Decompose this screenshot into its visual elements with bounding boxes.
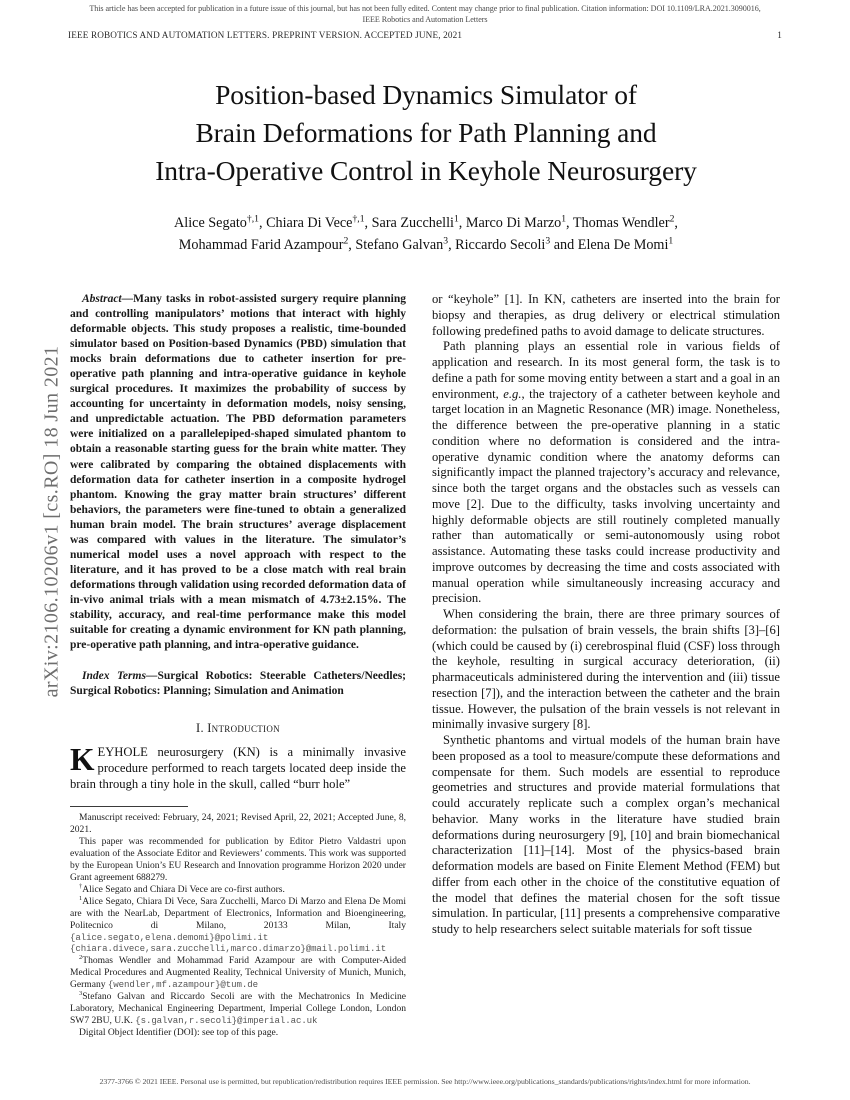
acceptance-banner-line2: IEEE Robotics and Automation Letters <box>362 14 488 24</box>
index-terms-label: Index Terms— <box>82 670 158 683</box>
author-line-1: Alice Segato$^{\dagger,1}$, Chiara Di Vece$^{\dagger,1}$, Sara Zucchelli$^1$, Marco Di Marzo$^1$, Thomas Wendler$^2$, <box>174 213 678 231</box>
author-affil-marker: 3 <box>443 235 449 247</box>
footnote-marker-2: 2 <box>79 954 83 962</box>
footnote-email-2: {wendler,mf.azampour}@tum.de <box>107 979 258 991</box>
footnote-affiliation-1-text: Alice Segato, Chiara Di Vece, Sara Zucchelli, Marco Di Marzo and Elena De Momi are with the NearLab, Department of Electronics, Information and Bioengineering, Politecnico di Milano, 20133 Milan, Italy <box>70 895 406 931</box>
footnote-email-1b: {chiara.divece, <box>70 943 151 955</box>
title-line-3: Intra-Operative Control in Keyhole Neurosurgery <box>155 155 697 186</box>
right-paragraph-2b: , the trajectory of a catheter between keyhole and target location in an Magnetic Resonance (MR) image. Nonetheless, the difference between the pre-operative planning in a static condition where no deformation is considered and the intra-operative dynamic condition where the anatomy deforms can significantly impact the planned trajectory’s accuracy and relevance, since both the target organs and the obstacles such as vessels can move [2]. Due to the difficulty, tasks involving uncertainty and highly deformable objects are still routinely completed manually rather than automatically or semi-autonomously using robot assistance. Automating these tasks could increase productivity and improve outcomes by decreasing the time and costs associated with manual operation while simultaneously increasing accuracy and precision. <box>432 386 780 606</box>
footnote-manuscript-dates: Manuscript received: February, 24, 2021; Revised April, 22, 2021; Accepted June, 8, 2021. <box>70 812 406 836</box>
right-paragraph-3: When considering the brain, there are three primary sources of deformation: the pulsation of brain vessels, the brain shifts [3]–[6] (which could be caused by (i) cerebrospinal fluid (CSF) loss through the keyhole, resulting in surgical accuracy deterioration, (ii) pharmaceuticals administered during the intervention and (iii) tissue resection [7]), and the interaction between the catheter and the brain tissue. However, the pulsation of the brain vessels is not relevant in minimally invasive surgery [8]. <box>432 607 780 732</box>
author-affil-marker: †,1 <box>246 213 259 225</box>
intro-smallcaps-word: EYHOLE <box>97 745 148 760</box>
footnote-affiliation-2 <box>70 955 406 991</box>
author-affil-marker: 2 <box>669 213 675 225</box>
footnote-affiliation-3 <box>70 991 406 1027</box>
author-list <box>70 212 782 256</box>
acceptance-banner-line1: This article has been accepted for publication in a future issue of this journal, but has not been fully edited. Content may change prior to final publication. Citation information: DOI 10.1109/LRA.2021.3090016, <box>89 4 761 13</box>
footnote-email-3a: {s.galvan, <box>135 1014 189 1026</box>
abstract-paragraph <box>70 292 406 653</box>
arxiv-stamp: arXiv:2106.10206v1 [cs.RO] 18 Jun 2021 <box>40 345 63 698</box>
footnote-marker-dagger: † <box>79 882 83 890</box>
author-affil-marker: 1 <box>668 235 674 247</box>
intro-first-paragraph <box>70 742 406 792</box>
title-line-2: Brain Deformations for Path Planning and <box>195 117 657 148</box>
footnote-dagger <box>70 884 406 896</box>
abstract-text: Many tasks in robot-assisted surgery require planning and controlling manipulators’ motions that interact with highly deformable objects. This study proposes a realistic, time-bounded simulator based on Position-based Dynamics (PBD) simulation that mocks brain deformations due to catheter insertion for pre-operative path planning and intra-operative guidance in keyhole surgical procedures. It maximizes the probability of success by accounting for uncertainty in deformation models, noisy sensing, and unpredictable actuation. The PBD deformation parameters were initialized on a parallelepiped-shaped simulated phantom to obtain a reasonable starting guess for the brain white matter. They were calibrated by comparing the obtained displacements with deformation data for catheter insertion in a composite hydrogel phantom. Knowing the gray matter brain structures’ different behaviors, the parameters were fine-tuned to obtain a generalized human brain model. The brain structures’ average displacement was compared with values in the literature. The simulator’s numerical model uses a novel approach with respect to the literature, and it has proved to be a close match with real brain deformations through validation using recorded deformation data of in-vivo animal trials with a mean mismatch of 4.73±2.15%. The stability, accuracy, and real-time performance make this model suitable for creating a dynamic environment for KN path planning, pre-operative path planning, and intra-operative guidance. <box>70 293 406 652</box>
right-paragraph-2-eg: e.g. <box>503 386 522 401</box>
author-affil-marker: 2 <box>343 235 349 247</box>
footnote-marker-1: 1 <box>79 894 83 902</box>
footnote-dagger-text: Alice Segato and Chiara Di Vece are co-first authors. <box>82 883 285 895</box>
page-title <box>70 76 782 190</box>
footnote-marker-3: 3 <box>79 989 83 997</box>
left-column <box>70 292 406 1039</box>
footnote-email-1c: sara.zucchelli,marco.dimarzo}@mail.polimi.it <box>150 943 387 955</box>
abstract-label: Abstract— <box>82 293 134 305</box>
footnote-email-1a: {alice.segato,elena.demomi}@polimi.it <box>70 931 269 943</box>
intro-first-paragraph-text: neurosurgery (KN) is a minimally invasive procedure performed to reach targets located deep inside the brain through a tiny hole in the skull, called “burr hole” <box>70 745 406 791</box>
footnote-recommendation: This paper was recommended for publication by Editor Pietro Valdastri upon evaluation of the Associate Editor and Reviewers’ comments. This work was supported by the European Union’s EU Research and Innovation programme Horizon 2020 under Grant agreement 688279. <box>70 836 406 883</box>
right-paragraph-4: Synthetic phantoms and virtual models of the human brain have been proposed as a tool to measure/compute these deformations and compensate for them. Such models are essential to reproduce geometries and structures and provide material formulations that could accurately replicate such a complex organ’s mechanical behavior. Many works in the literature have studied brain deformations during neurosurgery [9], [10] and brain biomechanical characterization [11]–[14]. Most of the physics-based brain deformation models are based on Finite Element Method (FEM) but differ from each other in the choice of the constitutive equation of the model that defines the material chosen for the soft tissue simulation. In particular, [11] presents a comprehensive comparative study to help researchers select suitable materials for soft tissue <box>432 733 780 936</box>
acceptance-banner <box>8 4 842 25</box>
author-affil-marker: 1 <box>561 213 567 225</box>
page-number: 1 <box>777 30 782 40</box>
footnote-block <box>70 812 406 1038</box>
footnote-rule <box>70 806 188 807</box>
index-terms-paragraph <box>70 669 406 699</box>
author-affil-marker: 3 <box>545 235 551 247</box>
section-heading-introduction: I. Introduction <box>196 721 280 736</box>
running-head <box>68 30 782 40</box>
footnote-affiliation-1 <box>70 896 406 956</box>
footnote-doi-note: Digital Object Identifier (DOI): see top of this page. <box>79 1026 279 1038</box>
footnote-affiliation-3-text: Stefano Galvan and Riccardo Secoli are with the Mechatronics In Medicine Laboratory, Mechanical Engineering Department, Imperial College London, London SW7 2BU, U.K. <box>70 991 406 1026</box>
footer-copyright: 2377-3766 © 2021 IEEE. Personal use is permitted, but republication/redistribution requires IEEE permission. See http://www.ieee.org/publications_standards/publications/rights/index.html for more information. <box>99 1077 751 1086</box>
footnote-email-3b: r.secoli}@imperial.ac.uk <box>188 1014 318 1026</box>
drop-cap-letter: K <box>70 742 95 778</box>
index-terms-text: Surgical Robotics: Steerable Catheters/Needles; Surgical Robotics: Planning; Simulation and Animation <box>70 670 406 698</box>
right-paragraph-2a: Path planning plays an essential role in various fields of application and research. In its most general form, the task is to define a path for some moving entity between a start and a goal in an environment, <box>432 339 780 401</box>
author-line-2: Mohammad Farid Azampour$^2$, Stefano Galvan$^3$, Riccardo Secoli$^3$ and Elena De Momi$^1$ <box>178 235 674 253</box>
footnote-affiliation-2-text: Thomas Wendler and Mohammad Farid Azampour are with Computer-Aided Medical Procedures and Augmented Reality, Technical University of Munich, Munich, Germany <box>70 955 406 991</box>
author-affil-marker: 1 <box>453 213 459 225</box>
right-column <box>432 292 780 938</box>
title-line-1: Position-based Dynamics Simulator of <box>215 79 637 110</box>
running-head-title: IEEE ROBOTICS AND AUTOMATION LETTERS. PREPRINT VERSION. ACCEPTED JUNE, 2021 <box>68 30 463 40</box>
right-paragraph-1: or “keyhole” [1]. In KN, catheters are inserted into the brain for biopsy and therapies, as drug delivery or electrical stimulation following predefined paths to avoid damage to delicate structures. <box>432 292 780 338</box>
right-paragraph-2 <box>432 339 780 607</box>
author-affil-marker: †,1 <box>352 213 365 225</box>
